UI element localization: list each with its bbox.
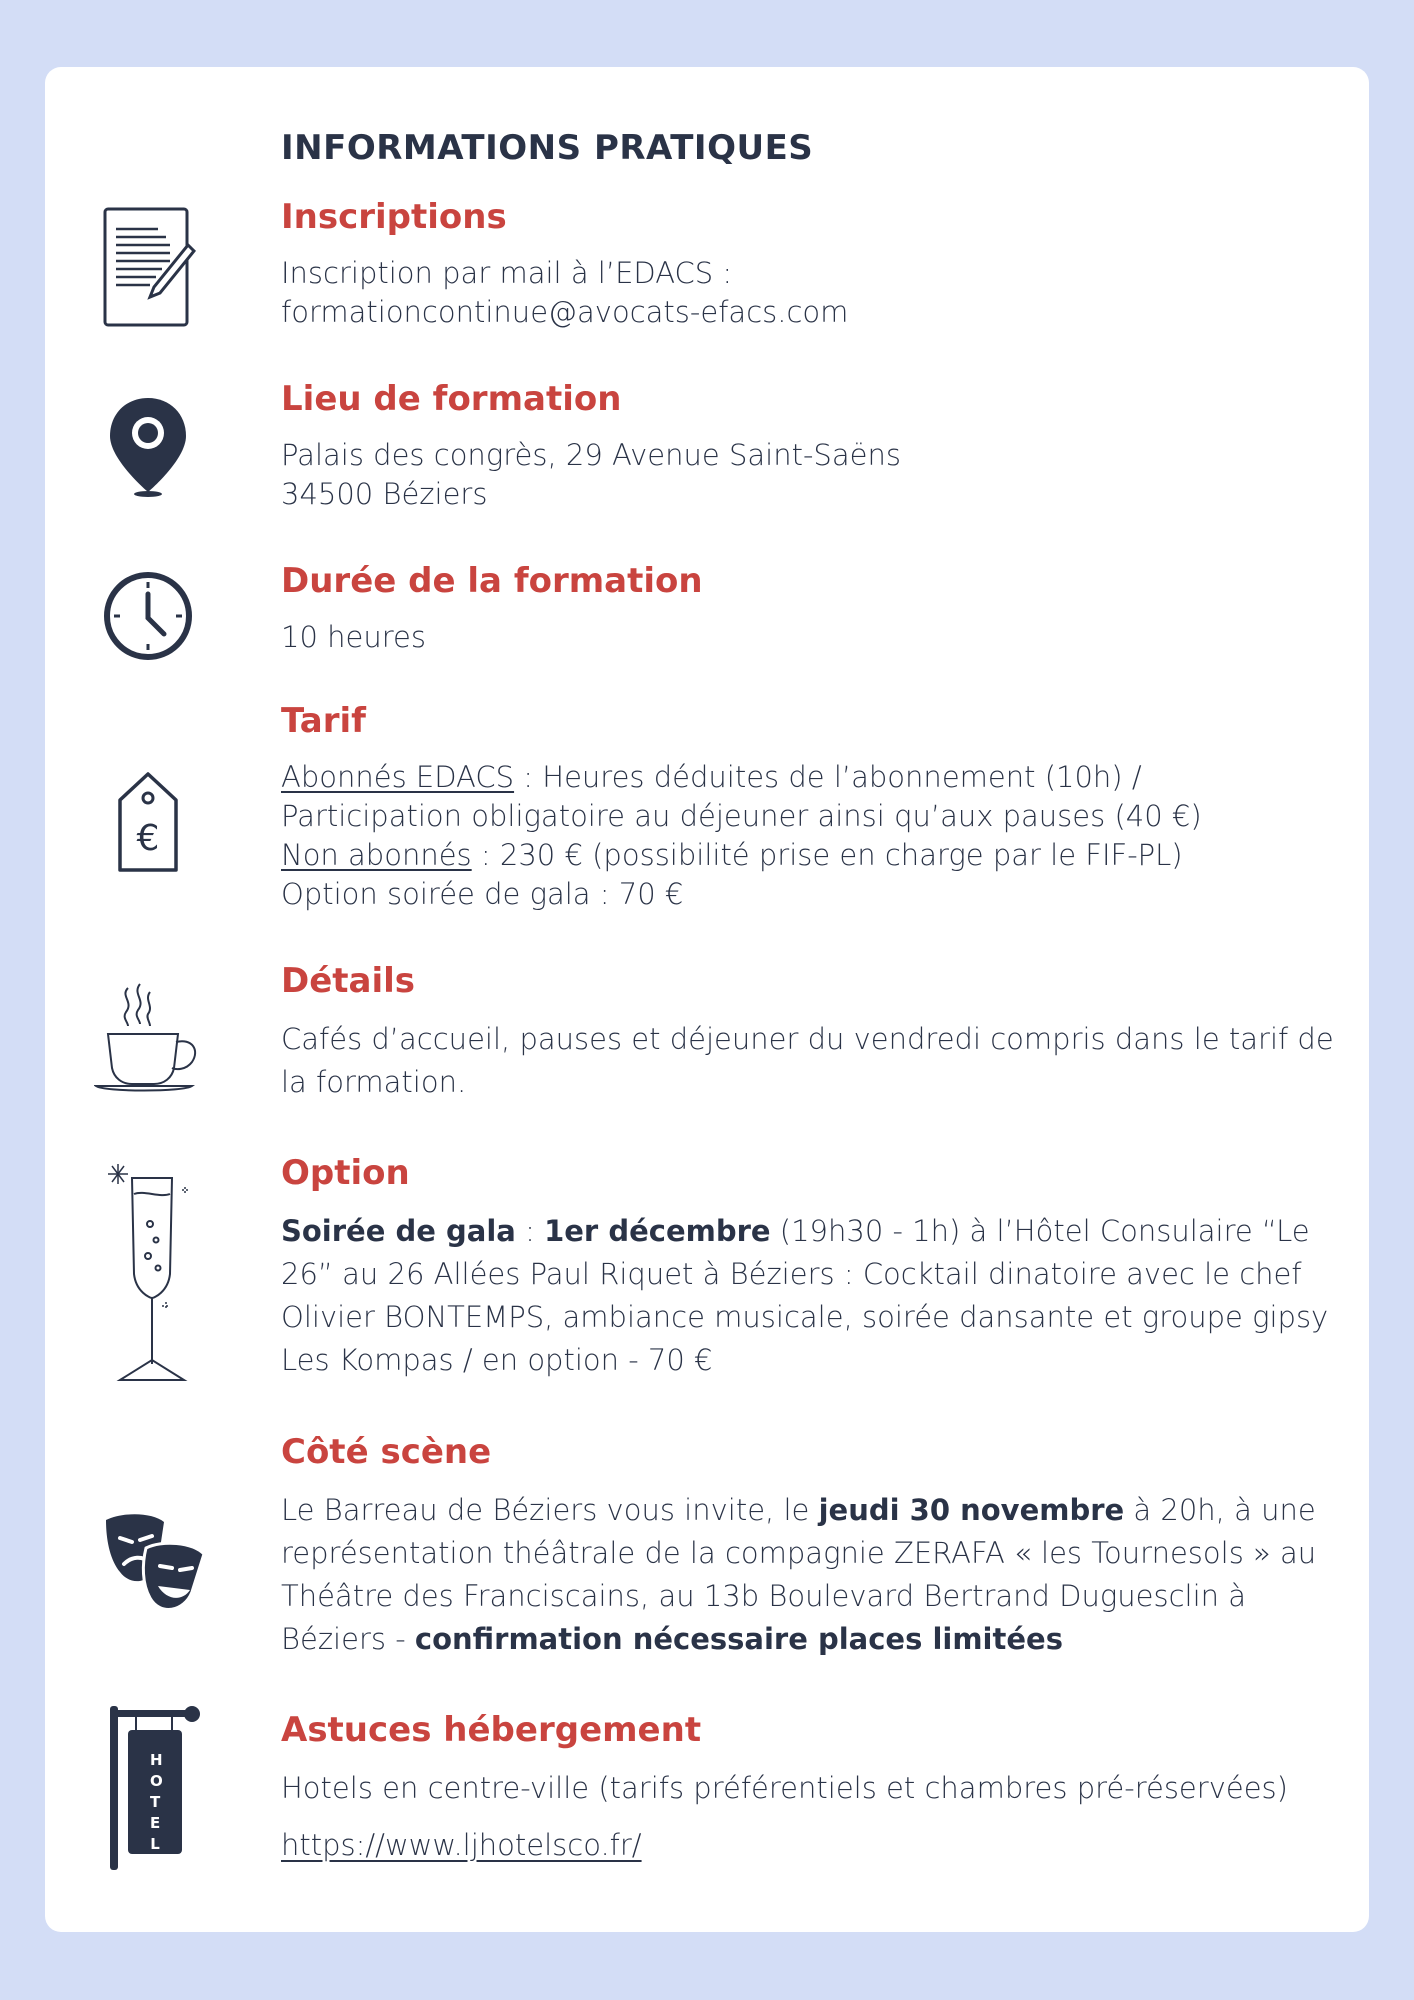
map-pin-icon <box>108 396 188 500</box>
section-option <box>281 1152 1351 1382</box>
section-heading: Côté scène <box>281 1432 492 1472</box>
document-pen-icon <box>100 205 196 329</box>
abonnes-text: : Heures déduites de l’abonnement (10h) / <box>514 760 1142 794</box>
section-hebergement <box>281 1709 1351 1867</box>
section-heading: Détails <box>281 961 416 1001</box>
option-gala-label: Soirée de gala <box>281 1214 516 1248</box>
lieu-address: Palais des congrès, 29 Avenue Saint-Saëns <box>281 438 901 472</box>
section-lieu <box>281 378 1351 514</box>
section-details <box>281 960 1351 1104</box>
hebergement-text: Hotels en centre-ville (tarifs préférentiels et chambres pré-réservées) <box>281 1771 1288 1805</box>
svg-text:€: € <box>136 818 160 859</box>
duree-value: 10 heures <box>281 620 426 654</box>
champagne-glass-icon <box>104 1164 196 1384</box>
section-inscriptions <box>281 196 1351 332</box>
participation-text: Participation obligatoire au déjeuner ainsi qu’aux pauses (40 €) <box>281 799 1202 833</box>
section-duree <box>281 560 1351 657</box>
section-heading: Lieu de formation <box>281 379 622 419</box>
inscription-text: Inscription par mail à l’EDACS : <box>281 256 733 290</box>
option-date: 1er décembre <box>544 1214 771 1248</box>
option-separator: : <box>515 1214 545 1248</box>
non-abonnes-label: Non abonnés <box>281 838 472 872</box>
option-text: (19h30 - 1h) à l’Hôtel Consulaire “Le 26” au 26 Allées Paul Riquet à Béziers : Cocktail dinatoire avec le chef Olivier BONTEMPS, ambiance musicale, soirée dansante et groupe gipsy Les Kompas / en option - 70 € <box>281 1214 1329 1377</box>
inscription-email[interactable]: formationcontinue@avocats-efacs.com <box>281 295 849 329</box>
section-scene <box>281 1431 1351 1661</box>
section-heading: Tarif <box>281 701 366 741</box>
section-heading: Option <box>281 1153 410 1193</box>
abonnes-label: Abonnés EDACS <box>281 760 515 794</box>
hotel-sign-text: HOTEL <box>150 1751 163 1853</box>
section-heading: Inscriptions <box>281 197 507 237</box>
section-heading: Durée de la formation <box>281 561 703 601</box>
clock-icon <box>102 570 194 662</box>
scene-date: jeudi 30 novembre <box>818 1493 1125 1527</box>
non-abonnes-text: : 230 € (possibilité prise en charge par le FIF-PL) <box>471 838 1183 872</box>
details-text: Cafés d’accueil, pauses et déjeuner du vendredi compris dans le tarif de la formation. <box>281 1022 1334 1099</box>
theater-masks-icon <box>102 1510 208 1620</box>
page-title: INFORMATIONS PRATIQUES <box>281 128 814 168</box>
price-tag-euro-icon <box>116 770 180 874</box>
option-gala-price: Option soirée de gala : 70 € <box>281 877 684 911</box>
scene-text-1: Le Barreau de Béziers vous invite, le <box>281 1493 819 1527</box>
coffee-cup-icon <box>94 982 204 1094</box>
section-tarif <box>281 700 1351 914</box>
scene-text-2: à 20h, à une représentation théâtrale de la compagnie ZERAFA « les Tournesols » au Théâtre des Franciscains, au 13b Boulevard Bertrand Duguesclin à Béziers - <box>281 1493 1317 1656</box>
lieu-city: 34500 Béziers <box>281 477 488 511</box>
hotel-link[interactable]: https://www.ljhotelsco.fr/ <box>281 1828 642 1862</box>
section-heading: Astuces hébergement <box>281 1710 702 1750</box>
scene-confirmation: confirmation nécessaire places limitées <box>414 1622 1063 1656</box>
